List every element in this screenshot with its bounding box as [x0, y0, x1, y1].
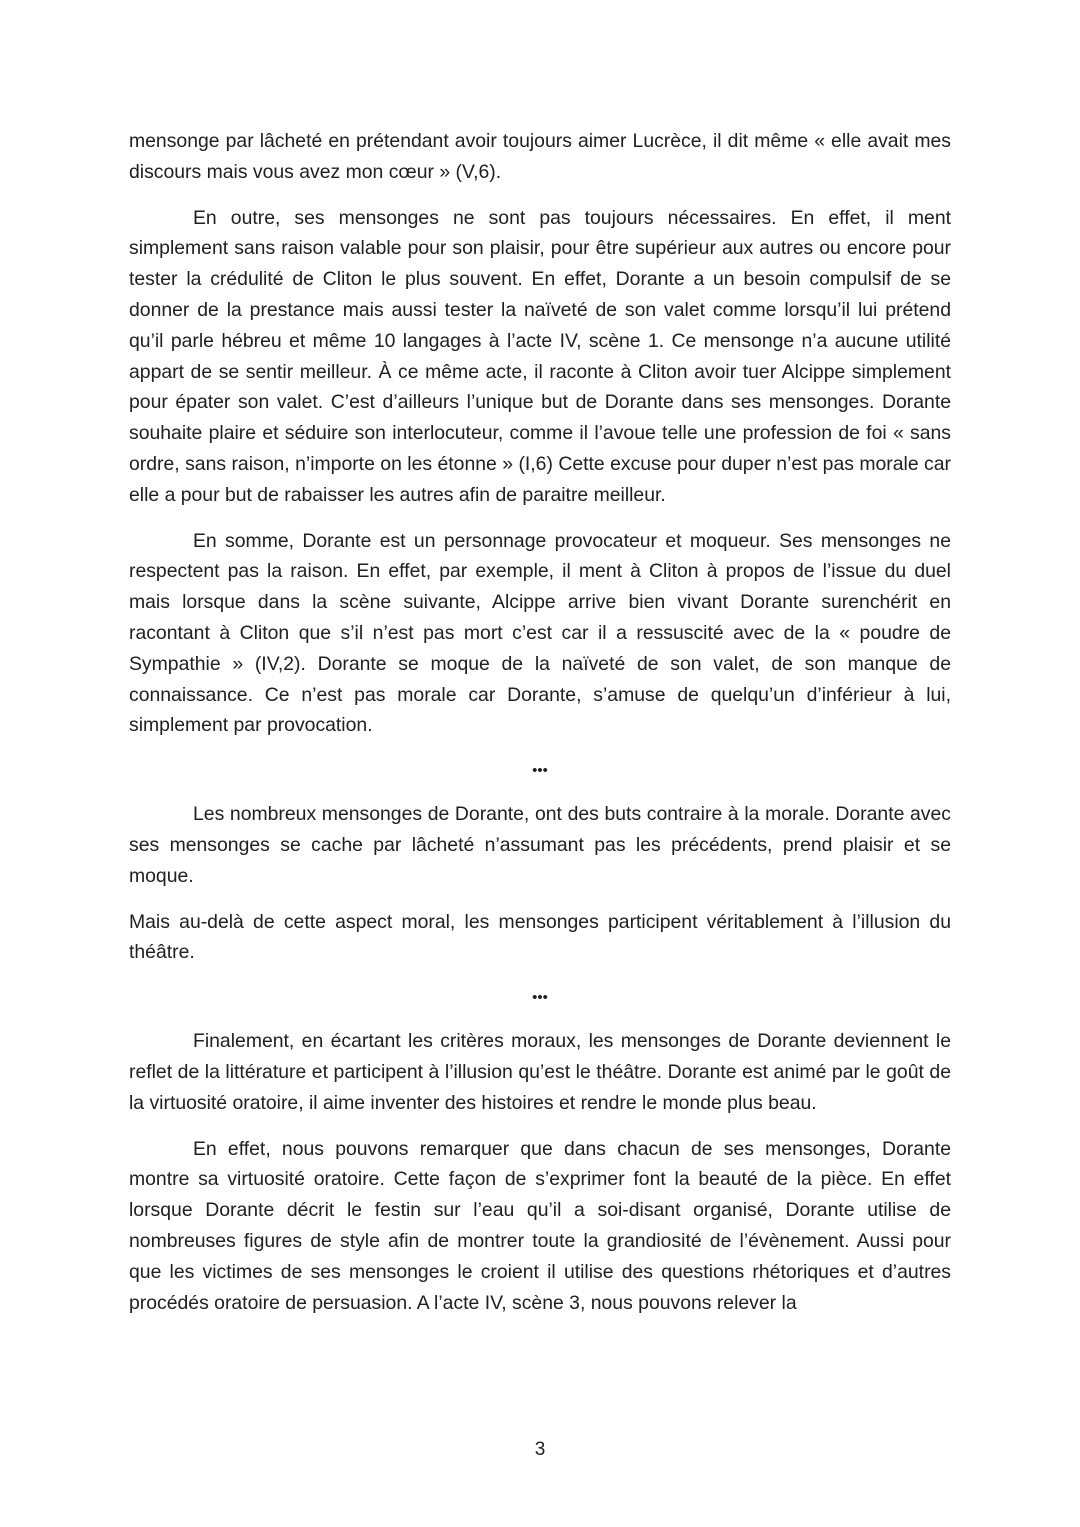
paragraph-oratory-virtuosity: En effet, nous pouvons remarquer que dans chacun de ses mensonges, Dorante montre sa virtuosité oratoire. Cette façon de s’exprimer font la beauté de la pièce. En effet lorsque Dorante décrit le festin sur l’eau qu’il a soi-disant organisé, Dorante utilise de nombreuses figures de style afin de montrer toute la grandiosité de l’évènement. Aussi pour que les victimes de ses mensonges le croient il utilise des questions rhétoriques et d’autres procédés oratoire de persuasion. A l’acte IV, scène 3, nous pouvons relever la	[129, 1137, 951, 1314]
paragraph-provocation: En somme, Dorante est un personnage provocateur et moqueur. Ses mensonges ne respectent pas la raison. En effet, par exemple, il ment à Cliton à propos de l’issue du duel mais lorsque dans la scène suivante, Alcippe arrive bien vivant Dorante surenchérit en racontant à Cliton que s’il n’est pas mort c’est car il a ressuscité avec de la « poudre de Sympathie » (IV,2). Dorante se moque de la naïveté de son valet, de son manque de connaissance. Ce n’est pas morale car Dorante, s’amuse de quelqu’un d’inférieur à lui, simplement par provocation.	[129, 529, 951, 737]
page-number: 3	[534, 1439, 546, 1460]
paragraph-theatre-illusion: Finalement, en écartant les critères moraux, les mensonges de Dorante deviennent le reflet de la littérature et participent à l’illusion qu’est le théâtre. Dorante est animé par le goût de la virtuosité oratoire, il aime inventer des histoires et rendre le monde plus beau.	[129, 1030, 951, 1114]
document-body	[129, 126, 951, 1333]
paragraph-continuation: mensonge par lâcheté en prétendant avoir toujours aimer Lucrèce, il dit même « elle avait mes discours mais vous avez mon cœur » (V,6).	[129, 130, 951, 183]
section-separator: •••	[532, 989, 548, 1007]
paragraph-transition-summary: Les nombreux mensonges de Dorante, ont des buts contraire à la morale. Dorante avec ses mensonges se cache par lâcheté n’assumant pas les précédents, prend plaisir et se moque.	[129, 803, 951, 887]
section-separator: •••	[532, 762, 548, 780]
paragraph-transition-bridge: Mais au-delà de cette aspect moral, les mensonges participent véritablement à l’illusion du théâtre.	[129, 910, 951, 964]
paragraph-unnecessary-lies: En outre, ses mensonges ne sont pas toujours nécessaires. En effet, il ment simplement sans raison valable pour son plaisir, pour être supérieur aux autres ou encore pour tester la crédulité de Cliton le plus souvent. En effet, Dorante a un besoin compulsif de se donner de la prestance mais aussi tester la naïveté de son valet comme lorsqu’il lui prétend qu’il parle hébreu et même 10 langages à l’acte IV, scène 1. Ce mensonge n’a aucune utilité appart de se sentir meilleur. À ce même acte, il raconte à Cliton avoir tuer Alcippe simplement pour épater son valet. C’est d’ailleurs l’unique but de Dorante dans ses mensonges. Dorante souhaite plaire et séduire son interlocuteur, comme il l’avoue telle une profession de foi « sans ordre, sans raison, n’importe on les étonne » (I,6) Cette excuse pour duper n’est pas morale car elle a pour but de rabaisser les autres afin de paraitre meilleur.	[129, 206, 951, 506]
